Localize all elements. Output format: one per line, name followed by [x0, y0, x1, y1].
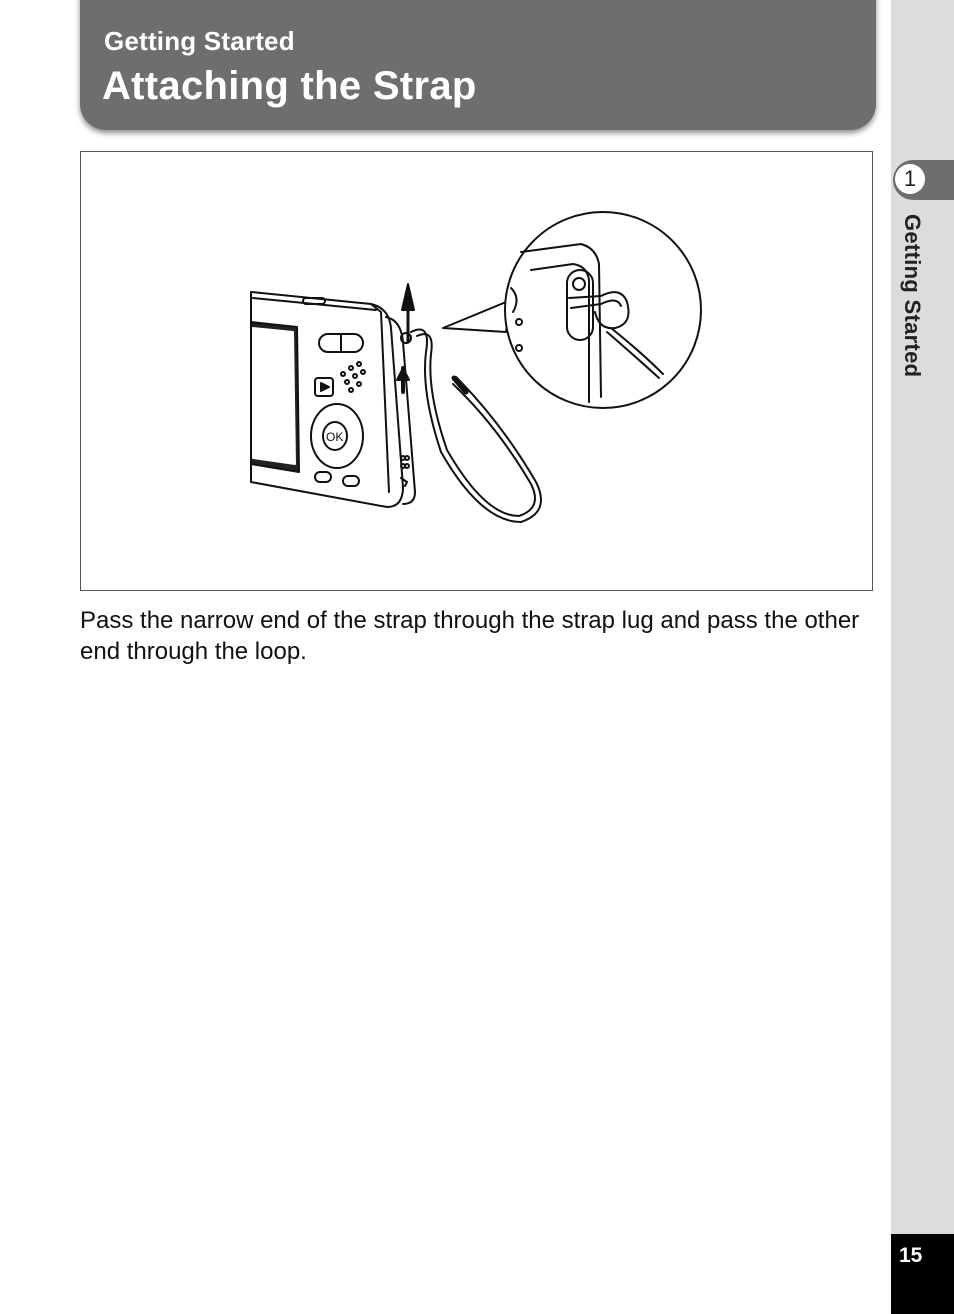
page-title: Attaching the Strap [102, 64, 477, 108]
camera-strap-icon [81, 152, 874, 592]
chapter-label: Getting Started [900, 214, 925, 378]
chapter-number: 1 [895, 164, 925, 194]
strap-figure [80, 151, 873, 591]
page-header [80, 0, 876, 130]
section-title: Getting Started [104, 26, 295, 56]
page-number: 15 [899, 1244, 923, 1267]
ok-button-label: OK [326, 430, 344, 444]
instruction-text: Pass the narrow end of the strap through the strap lug and pass the other end through the loop. [80, 607, 860, 665]
